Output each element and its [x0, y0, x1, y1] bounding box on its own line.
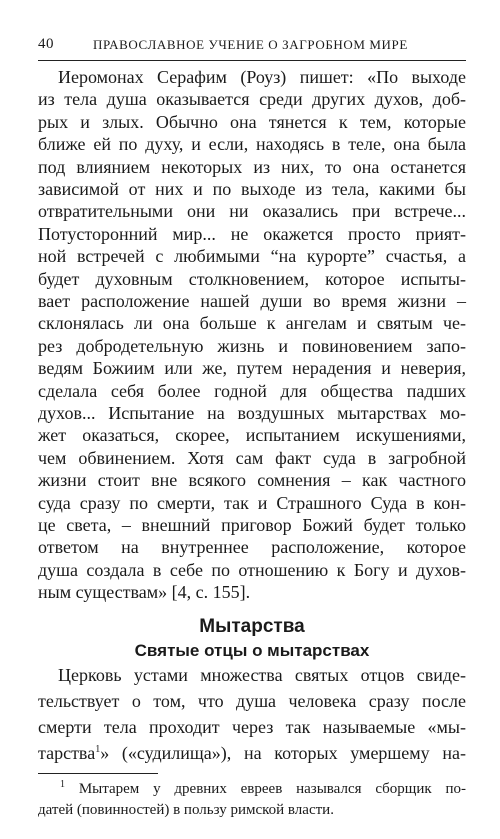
body-text-line: смерти тела проходит через так называемые «мы- — [38, 717, 466, 737]
page-header — [38, 36, 466, 56]
text-line: ной встречей с любимыми “на курорте” счастья, а — [38, 246, 466, 267]
section-title: Мытарства — [199, 616, 305, 637]
text-line: зависимой от них и по выходе из тела, какими бы — [38, 179, 466, 199]
footnote-reference[interactable]: 1 — [95, 744, 101, 755]
text-line: будет духовным столкновением, которое испыты- — [38, 268, 466, 289]
text-line: ближе ей по духу, и если, находясь в теле, она была — [38, 134, 466, 155]
footnote-line — [60, 779, 466, 797]
text-line: ответом на внутреннее расположение, которое — [38, 537, 466, 558]
text-line: це света, – внешний приговор Божий будет только — [38, 515, 466, 535]
footnote-text: Мытарем у древних евреев назывался сборщик по- — [65, 781, 466, 797]
subsection-title: Святые отцы о мытарствах — [134, 641, 370, 660]
body-text-fragment: тарства — [38, 743, 96, 763]
footnote-rule — [38, 773, 158, 774]
text-line: чем обвинением. Хотя сам факт суда в загробной — [38, 447, 466, 468]
running-title: ПРАВОСЛАВНОЕ УЧЕНИЕ О ЗАГРОБНОМ МИРЕ — [93, 37, 408, 52]
text-line: ным существам» [4, с. 155]. — [38, 582, 251, 603]
text-line: жизни стоит вне всякого сомнения – как частного — [38, 470, 466, 491]
page-number: 40 — [38, 36, 54, 52]
text-line: душа создала в себе по отношению к Богу и духов- — [38, 559, 466, 580]
text-line: вает расположение нашей души во время жизни – — [38, 291, 466, 311]
text-line: Потусторонний мир... не окажется просто прият- — [38, 223, 466, 244]
body-text-line: Церковь устами множества святых отцов свиде- — [58, 665, 466, 685]
header-rule — [38, 60, 466, 61]
text-line: Иеромонах Серафим (Роуз) пишет: «По выходе — [58, 67, 466, 87]
text-line: духов... Испытание на воздушных мытарствах мо- — [38, 403, 466, 423]
body-text-line: тельствует о том, что душа человека сразу после — [38, 691, 466, 711]
text-line: под влиянием некоторых из них, то она останется — [38, 156, 466, 177]
body-text-fragment: » («судилища»), на которых умершему на- — [100, 743, 466, 763]
text-line: из тела душа оказывается среди других духов, доб- — [38, 89, 466, 110]
text-line: рез добродетельную жизнь и повиновением запо- — [38, 335, 466, 356]
text-line: рых и злых. Обычно она тянется к тем, которые — [38, 111, 466, 132]
text-line: отвратительными они ни оказались при встрече... — [38, 201, 466, 222]
footnote-marker: 1 — [60, 779, 65, 790]
footnote-line: датей (повинностей) в пользу римской власти. — [38, 802, 334, 818]
text-line: суда сразу по смерти, так и Страшного Суда в кон- — [38, 492, 466, 513]
text-line: ведям Божиим или же, путем нерадения и неверия, — [38, 358, 466, 379]
body-text-line — [38, 744, 466, 762]
text-line: склонялась ли она больше к ангелам и святым че- — [38, 313, 466, 334]
text-line: сделала себя более годной для общества падших — [38, 380, 466, 401]
text-line: жет оказаться, скорее, испытанием искушениями, — [38, 425, 466, 446]
